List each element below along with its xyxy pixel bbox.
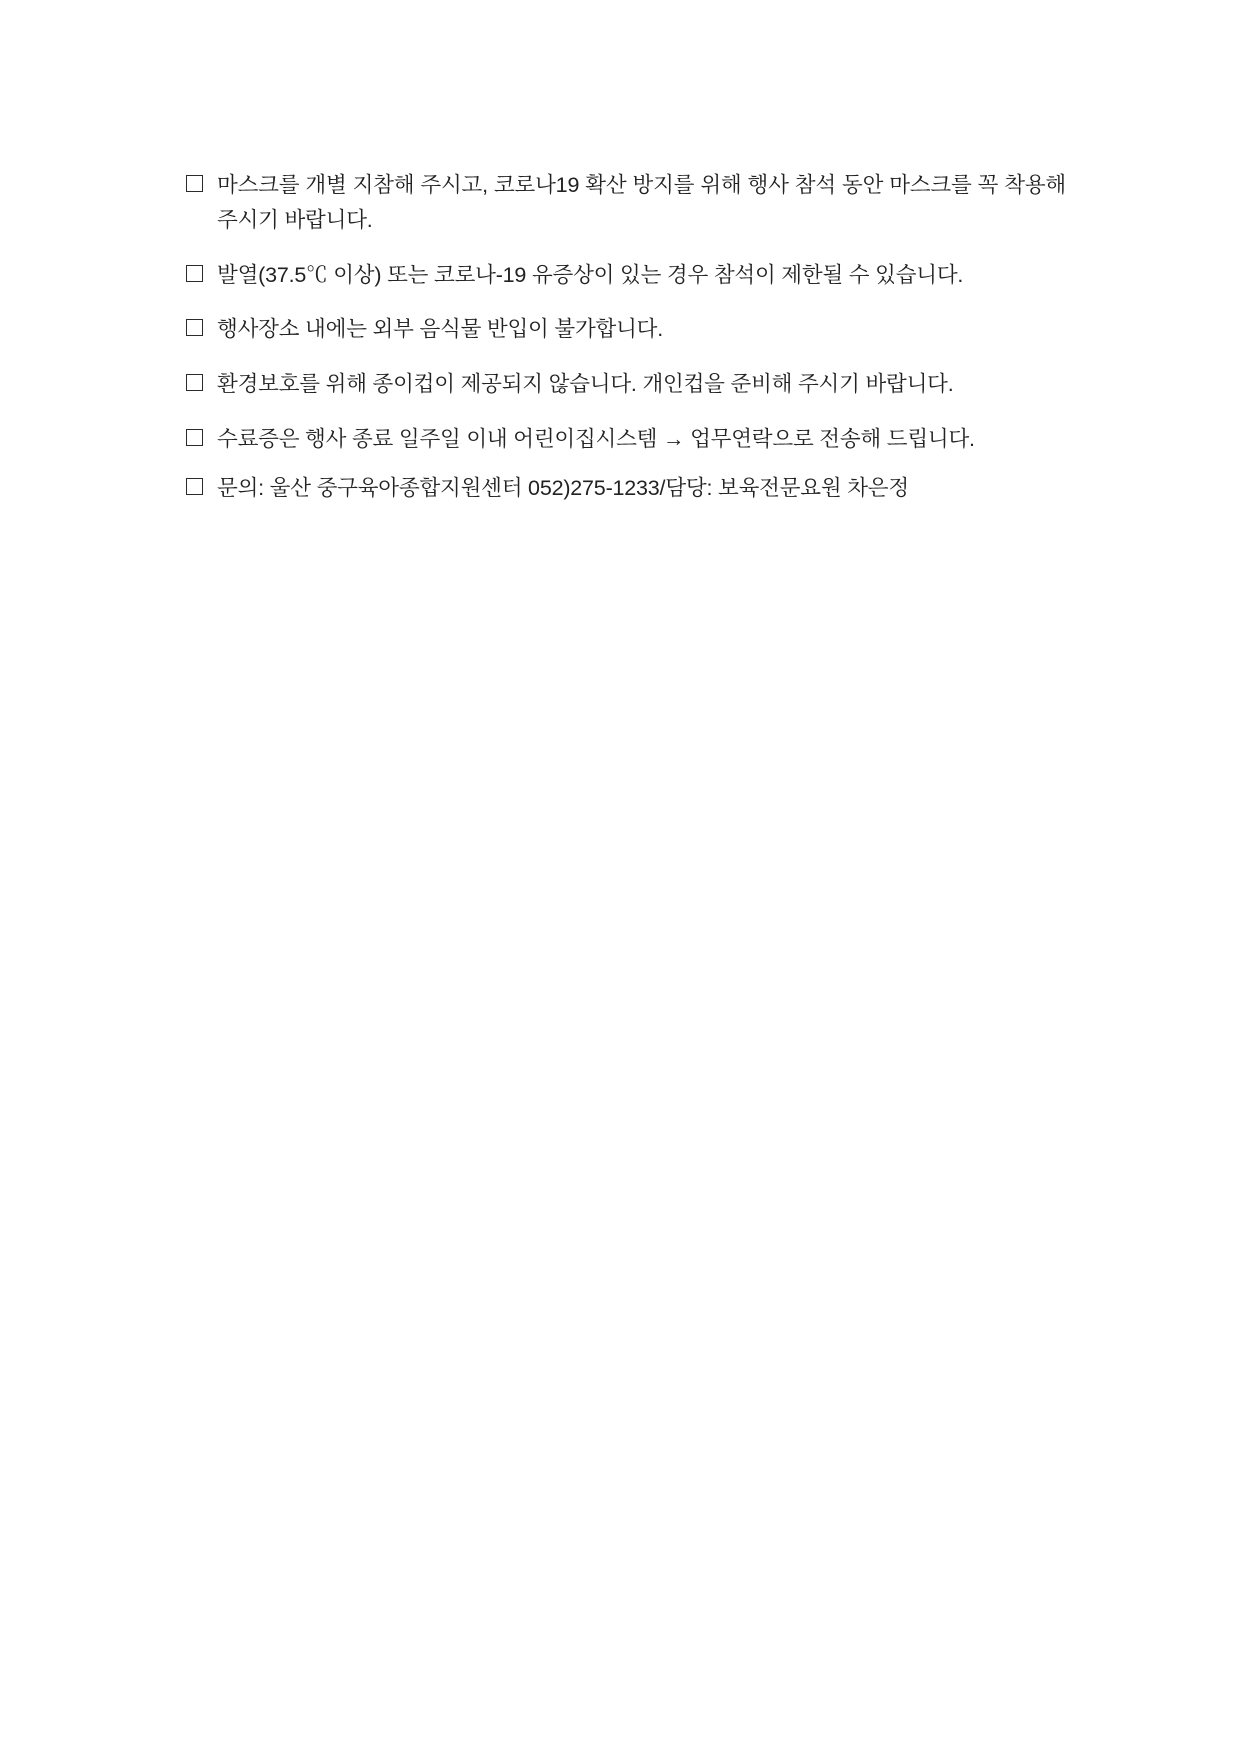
notice-list — [186, 168, 1066, 506]
list-item-text: 문의: 울산 중구육아종합지원센터 052)275-1233/담당: 보육전문요원 차은정 — [217, 475, 909, 500]
list-item-text: 환경보호를 위해 종이컵이 제공되지 않습니다. 개인컵을 준비해 주시기 바랍니다. — [217, 372, 954, 397]
checkbox-empty-icon — [186, 175, 203, 192]
list-item — [186, 422, 1066, 457]
checkbox-empty-icon — [186, 374, 203, 391]
list-item — [186, 312, 1066, 347]
checkbox-empty-icon — [186, 265, 203, 282]
list-item — [186, 258, 1066, 293]
checkbox-empty-icon — [186, 478, 203, 495]
list-item — [186, 168, 1066, 238]
list-item — [186, 471, 1066, 506]
checkbox-empty-icon — [186, 319, 203, 336]
list-item-text: 마스크를 개별 지참해 주시고, 코로나19 확산 방지를 위해 행사 참석 동안 마스크를 꼭 착용해 주시기 바랍니다. — [217, 173, 1066, 232]
list-item — [186, 367, 1066, 402]
list-item-text: 발열(37.5℃ 이상) 또는 코로나-19 유증상이 있는 경우 참석이 제한될 수 있습니다. — [217, 262, 964, 287]
checkbox-empty-icon — [186, 429, 203, 446]
list-item-text: 수료증은 행사 종료 일주일 이내 어린이집시스템 → 업무연락으로 전송해 드립니다. — [217, 427, 975, 452]
list-item-text: 행사장소 내에는 외부 음식물 반입이 불가합니다. — [217, 317, 664, 342]
